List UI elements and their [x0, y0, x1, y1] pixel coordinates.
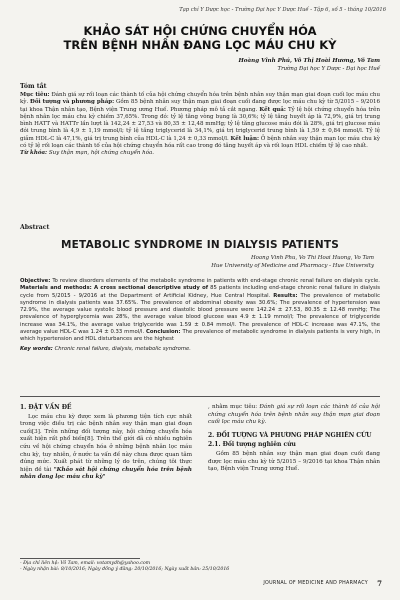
title-line-1: KHẢO SÁT HỘI CHỨNG CHUYỂN HÓA	[83, 24, 317, 38]
sec1-aim: Đánh giá sự rối loạn các thành tố của hội chứng chuyển hóa trên bệnh nhân suy thận mạn giai đoạn cuối lọc máu chu kỳ.	[208, 404, 380, 426]
vn-methods: Gồm 85 bệnh nhân suy thận mạn giai đoạn cuối đang được lọc máu chu kỳ từ 5/2015 – 9/2016 tại khoa Thận nhân tạo, Bệnh viện Trung ương Huế. Phương pháp mô tả cắt ngang.	[20, 99, 380, 113]
en-authors: Hoang Vinh Phu, Vo Thi Hoai Huong, Vo Tam	[250, 255, 374, 261]
footnote-contact: - Địa chỉ liên hệ: Võ Tam, email: votamydh@yahoo.com	[20, 561, 151, 566]
en-article-title: METABOLIC SYNDROME IN DIALYSIS PATIENTS	[61, 239, 339, 251]
journal-name: JOURNAL OF MEDICINE AND PHARMACY	[263, 581, 368, 586]
vn-objective-label: Mục tiêu:	[20, 92, 50, 98]
footnote-dates: - Ngày nhận bài: 8/10/2016; Ngày đồng ý đăng: 20/10/2016; Ngày xuất bản: 25/10/2016	[20, 567, 230, 573]
sec1-text: Lọc máu chu kỳ được xem là phương tiện tích cực nhất trong việc điều trị các bệnh nhân suy thận mạn giai đoạn cuối[3]. Trên những đối tượng này, hội chứng chuyển hóa xuất hiện rất phổ biến[8]. Trên thế giới đã có nhiều nghiên cứu về hội chứng chuyển hóa ở những bệnh nhân lọc máu chu kỳ, tuy nhiên, ở nước ta vấn đề này chưa được quan tâm đúng mức. Xuất phát từ những lý do trên, chúng tôi thực hiện đề tài	[20, 413, 192, 473]
sec1-continuation	[208, 404, 380, 427]
vn-results: Tỷ lệ hội chứng chuyển hóa trên bệnh nhân lọc máu chu kỳ chiếm 37,65%. Trong đó: tỷ lệ tăng vòng bụng là 30,6%; tỷ lệ tăng huyết áp là 72,9%, giá trị trung bình HATT và HATTr lần lượt là 142,24 ± 27,53 và 80,35 ± 12,48 mmHg; tỷ lệ tăng glucose máu đói là 28%, giá trị glucose máu đói trung bình là 4,9 ± 1,19 mmol/l; tỷ lệ tăng triglycerid là 34,1%, giá trị triglycerid trung bình là 1,59 ± 0,84 mmol/l. Tỷ lệ giảm HDL-C là 47,1%, giá trị trung bình của HDL-C là 1,24 ± 0,33 mmol/l.	[20, 106, 380, 142]
title-line-2: TRÊN BỆNH NHÂN ĐANG LỌC MÁU CHU KỲ	[63, 38, 337, 52]
en-conclusion-label: Conclusion:	[146, 329, 181, 336]
en-methods: 85 patients including end-stage chronic renal failure in dialysis cycle from 5/2015 - 9/2016 at the Department of Artificial Kidney, Hue Central Hospital.	[20, 285, 380, 299]
sec1-paragraph	[20, 414, 192, 482]
sec1-text-end: , nhằm mục tiêu:	[208, 404, 260, 410]
en-keywords-label: Key words:	[20, 345, 53, 352]
vn-abstract-heading: Tóm tắt	[20, 83, 47, 90]
vn-keywords-label: Từ khóa:	[20, 150, 48, 157]
footnote-divider	[20, 558, 140, 559]
en-results-label: Results:	[273, 292, 298, 299]
en-objective-label: Objective:	[20, 278, 51, 284]
en-abstract-body	[20, 278, 380, 353]
vn-conclusion: Ở bệnh nhân suy thận mạn lọc máu chu kỳ có tỷ lệ rối loạn các thành tố của hội chứng chuyển hóa rất cao trong đó tăng huyết áp và rối loạn HDL chiếm tỷ lệ cao nhất.	[20, 135, 380, 150]
vn-objective: Đánh giá sự rối loạn các thành tố của hội chứng chuyển hóa trên bệnh nhân suy thận mạn giai đoạn cuối lọc máu chu kỳ.	[20, 92, 380, 106]
affiliation: Trường Đại học Y Dược - Đại học Huế	[277, 66, 380, 72]
footnote	[20, 561, 229, 574]
sec2-heading: 2. ĐỐI TƯỢNG VÀ PHƯƠNG PHÁP NGHIÊN CỨU	[208, 431, 372, 439]
running-header: Tạp chí Y Dược học - Trường Đại học Y Dược Huế - Tập 6, số 5 - tháng 10/2016	[179, 7, 386, 13]
sec21-paragraph: Gồm 85 bệnh nhân suy thận mạn giai đoạn cuối đang được lọc máu chu kỳ từ 5/2015 – 9/2016 tại khoa Thận nhân tạo, Bệnh viện Trung ương Huế.	[208, 450, 380, 473]
en-abstract-heading: Abstract	[20, 224, 50, 231]
sec1-quote: "Khảo sát hội chứng chuyển hóa trên bệnh nhân đang lọc máu chu kỳ"	[20, 466, 192, 481]
vn-keywords-line	[20, 150, 380, 157]
vn-keywords: Suy thận mạn, hội chứng chuyển hóa.	[47, 150, 155, 157]
vn-methods-label: Đối tượng và phương pháp:	[30, 99, 115, 106]
en-results: The prevalence of metabolic syndrome in dialysis patients was 37.65%. The prevalence of abdominal obesity was 30.6%; The prevalence of hypertension was 72.9%, the average value systolic blood pressure and diastolic blood pressure were 142.24 ± 27.53, 80.35 ± 12.48 mmHg; The prevalence of hyperglycemia was 28%, the average value blood glucose was 4.9 ± 1.19 mmol/l; The prevalence of triglyceride increase was 34.1%, the average value triglyceride was 1.59 ± 0.84 mmol/l. The prevalence of HDL-C increase was 47.1%, the average value HDL-C was 1.24 ± 0.33 mmol/l.	[20, 292, 380, 336]
sec1-heading: 1. ĐẶT VẤN ĐỀ	[20, 404, 72, 411]
body-left-column	[20, 404, 192, 483]
sec21-heading: 2.1. Đối tượng nghiên cứu	[208, 441, 296, 449]
en-affiliation: Hue University of Medicine and Pharmacy - Hue University	[211, 263, 374, 269]
en-keywords-line	[20, 346, 380, 353]
body-right-column	[208, 404, 380, 475]
vn-results-label: Kết quả:	[259, 106, 286, 113]
section-divider	[20, 396, 380, 397]
en-keywords: Chronic renal failure, dialysis, metabolic syndrome.	[52, 345, 191, 352]
en-conclusion: The prevalence of metabolic syndrome in dialysis patients is very high, in which hypertension and HDL disturbances are the highest	[20, 329, 380, 343]
authors: Hoàng Vĩnh Phú, Võ Thị Hoài Hương, Võ Tam	[238, 58, 380, 64]
en-objective: To review disorders elements of the metabolic syndrome in patients with end-stage chronic renal failure on dialysis cycle.	[50, 278, 380, 284]
article-title	[20, 24, 380, 52]
en-methods-label: Materials and methods: A cross sectional descriptive study of	[20, 285, 209, 292]
vn-conclusion-label: Kết luận:	[230, 135, 259, 142]
page-number: 7	[377, 579, 382, 588]
vn-abstract-body	[20, 92, 380, 158]
